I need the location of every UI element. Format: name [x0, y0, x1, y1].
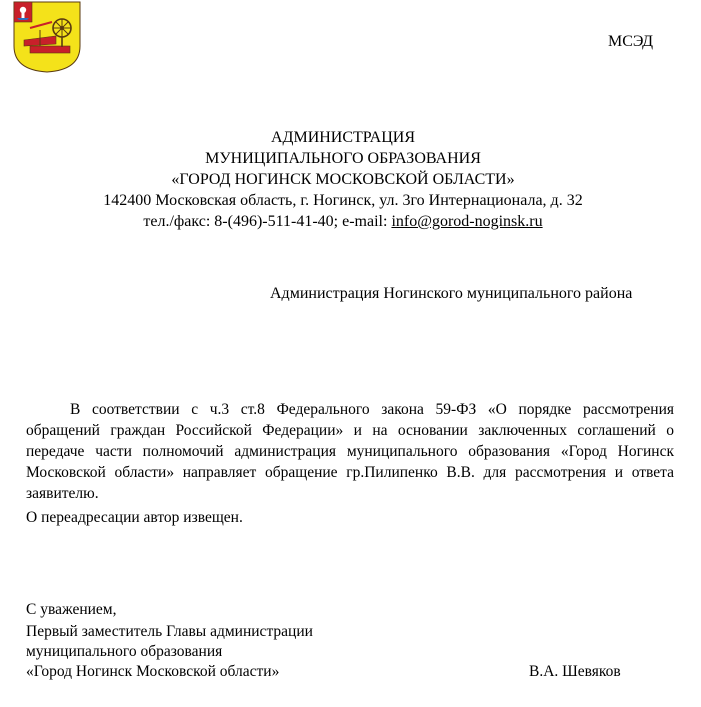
contacts-email-link[interactable]: info@gorod-noginsk.ru: [391, 213, 543, 230]
coat-of-arms-icon: [0, 0, 82, 74]
recipient: Администрация Ногинского муниципального района: [270, 285, 633, 302]
header-organization-line-3: «ГОРОД НОГИНСК МОСКОВСКОЙ ОБЛАСТИ»: [171, 171, 515, 188]
signature-position-line-2: муниципального образования: [26, 643, 223, 660]
letter-body: В соответствии с ч.3 ст.8 Федерального закона 59-ФЗ «О порядке рассмотрения обращений граждан Российской Федерации» и на основании заключенных соглашений о передаче части полномочий администрация муниципального образования «Город Ногинск Московской области» направляет обращение гр.Пилипенко В.В. для рассмотрения и ответа заявителю.: [26, 401, 674, 502]
document-mark: МСЭД: [608, 33, 654, 50]
contacts-phone: тел./факс: 8-(496)-511-41-40; e-mail:: [143, 213, 392, 230]
header-contacts: [0, 213, 686, 231]
header-organization-line-1: АДМИНИСТРАЦИЯ: [271, 129, 415, 146]
header-organization-line-2: МУНИЦИПАЛЬНОГО ОБРАЗОВАНИЯ: [205, 150, 481, 167]
header-address: 142400 Московская область, г. Ногинск, ул. 3го Интернационала, д. 32: [103, 192, 583, 209]
signature-closing: С уважением,: [26, 601, 117, 618]
redirect-note: О переадресации автор извещен.: [26, 509, 243, 526]
signer-name: В.А. Шевяков: [529, 663, 621, 680]
signature-position-line-3: «Город Ногинск Московской области»: [26, 663, 280, 680]
signature-position-line-1: Первый заместитель Главы администрации: [26, 623, 313, 640]
